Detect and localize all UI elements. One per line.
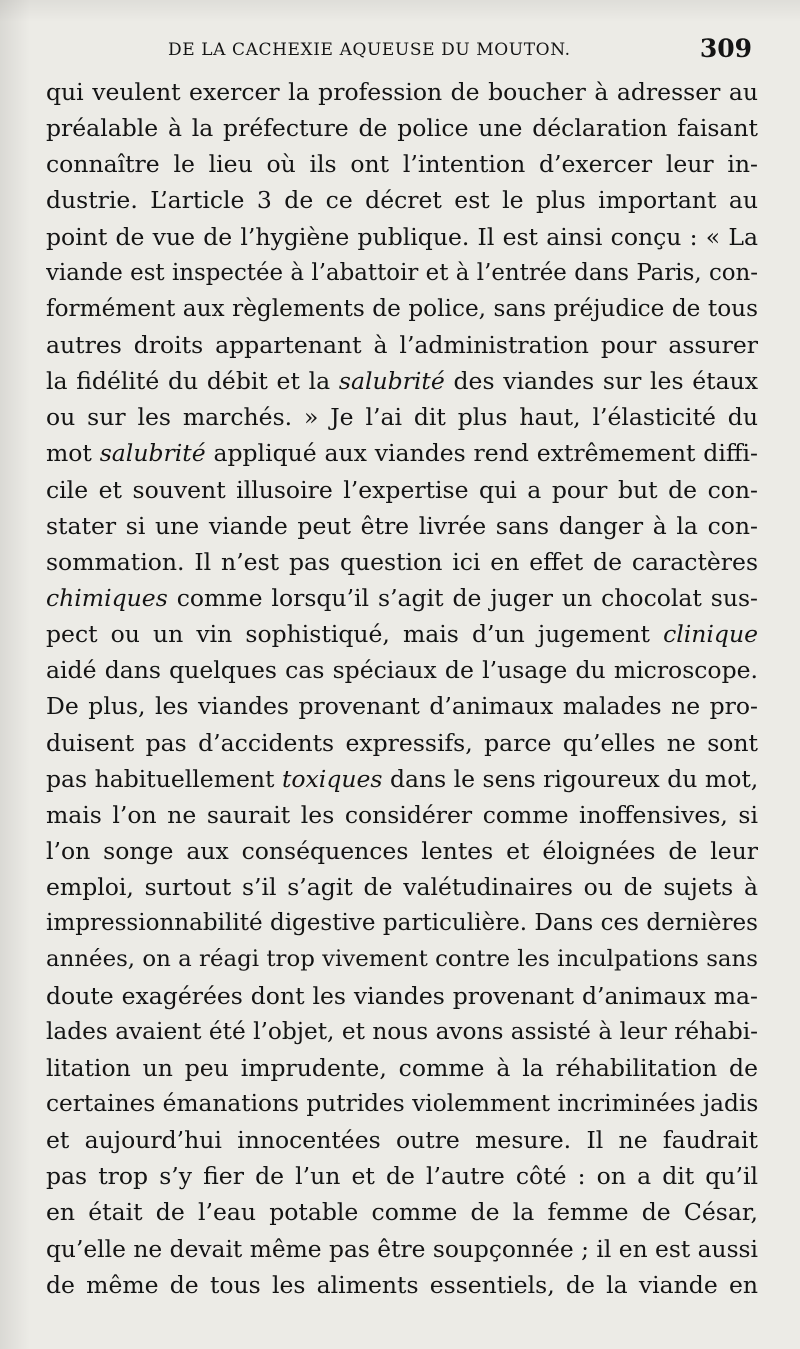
text-line [46,110,758,146]
text-run: cile et souvent illusoire l’expertise qui a pour but de con- [46,475,758,504]
text-run: dans le sens rigoureux du mot, [382,764,758,793]
text-run: appliqué aux viandes rend extrêmement diffi- [205,439,758,468]
text-run: doute exagérées dont les viandes provenant d’animaux ma- [46,981,758,1010]
text-run: sommation. Il n’est pas question ici en effet de caractères [46,547,758,576]
text-run: mot [46,439,100,468]
text-run: ou sur les marchés. » Je l’ai dit plus haut, l’élasticité du [46,403,758,432]
text-run: qu’elle ne devait même pas être soupçonnée ; il en est aussi [46,1234,758,1263]
text-line [46,941,758,977]
italic-text: salubrité [99,439,206,468]
text-run: connaître le lieu où ils ont l’intention d’exercer leur in- [46,150,758,179]
italic-text: toxiques [281,764,383,793]
text-line [46,435,758,471]
text-run: emploi, surtout s’il s’agit de valétudinaires ou de sujets à [46,873,758,902]
text-line [46,472,758,508]
text-run: et aujourd’hui innocentées outre mesure. Il ne faudrait [46,1126,758,1155]
text-run: stater si une viande peut être livrée sans danger à la con- [46,511,758,540]
text-line [46,399,758,435]
text-line [46,688,758,724]
text-line [46,1194,758,1230]
text-line [46,616,758,652]
text-line [46,905,758,941]
text-line [46,255,758,291]
text-line [46,761,758,797]
text-run: années, on a réagi trop vivement contre les inculpations sans [46,946,758,973]
text-line [46,1050,758,1086]
text-run: comme lorsqu’il s’agit de juger un chocolat sus- [167,583,758,612]
text-line [46,652,758,688]
page-header [168,34,752,68]
text-run: lades avaient été l’objet, et nous avons assisté à leur réhabi- [46,1017,758,1045]
text-run: point de vue de l’hygiène publique. Il est ainsi conçu : « La [46,222,758,251]
text-line [46,508,758,544]
text-line [46,725,758,761]
page-number: 309 [699,34,752,63]
text-run: impressionnabilité digestive particulière. Dans ces dernières [46,910,758,937]
text-run: préalable à la préfecture de police une déclaration faisant [46,114,758,143]
text-run: pas trop s’y fier de l’un et de l’autre côté : on a dit qu’il [46,1162,758,1191]
text-run: De plus, les viandes provenant d’animaux malades ne pro- [46,692,758,721]
text-line [46,182,758,218]
italic-text: salubrité [338,367,445,396]
text-line [46,1014,758,1050]
text-line [46,978,758,1014]
text-line [46,363,758,399]
text-run: formément aux règlements de police, sans préjudice de tous [46,294,758,322]
text-line [46,544,758,580]
text-run: pect ou un vin sophistiqué, mais d’un jugement [46,620,664,649]
text-line [46,869,758,905]
text-line [46,797,758,833]
text-line [46,327,758,363]
text-run: viande est inspectée à l’abattoir et à l’entrée dans Paris, con- [46,259,758,286]
italic-text: chimiques [46,583,168,612]
body-text [46,74,758,1303]
running-title: DE LA CACHEXIE AQUEUSE DU MOUTON. [168,40,571,60]
text-run: certaines émanations putrides violemment incriminées jadis [46,1089,758,1117]
text-run: aidé dans quelques cas spéciaux de l’usage du microscope. [46,656,758,685]
italic-text: clinique [663,620,758,649]
text-line [46,580,758,616]
text-run: pas habituellement [46,764,282,793]
text-line [46,1231,758,1267]
text-line [46,833,758,869]
text-line [46,291,758,327]
text-run: duisent pas d’accidents expressifs, parce qu’elles ne sont [46,728,758,757]
text-line [46,219,758,255]
text-run: litation un peu imprudente, comme à la réhabilitation de [46,1053,758,1082]
text-run: qui veulent exercer la profession de boucher à adresser au [46,78,758,106]
text-run: l’on songe aux conséquences lentes et éloignées de leur [46,836,758,865]
text-line [46,1086,758,1122]
text-line [46,74,758,110]
text-run: autres droits appartenant à l’administration pour assurer [46,330,758,359]
text-run: la fidélité du débit et la [46,367,339,396]
text-line [46,1267,758,1303]
text-line [46,1158,758,1194]
text-run: dustrie. L’article 3 de ce décret est le plus important au [46,186,758,215]
text-run: mais l’on ne saurait les considérer comme inoffensives, si [46,800,758,829]
text-run: en était de l’eau potable comme de la femme de César, [46,1198,758,1227]
text-run: de même de tous les aliments essentiels, de la viande en [46,1270,758,1299]
text-line [46,1122,758,1158]
text-run: des viandes sur les étaux [444,367,758,396]
text-line [46,146,758,182]
